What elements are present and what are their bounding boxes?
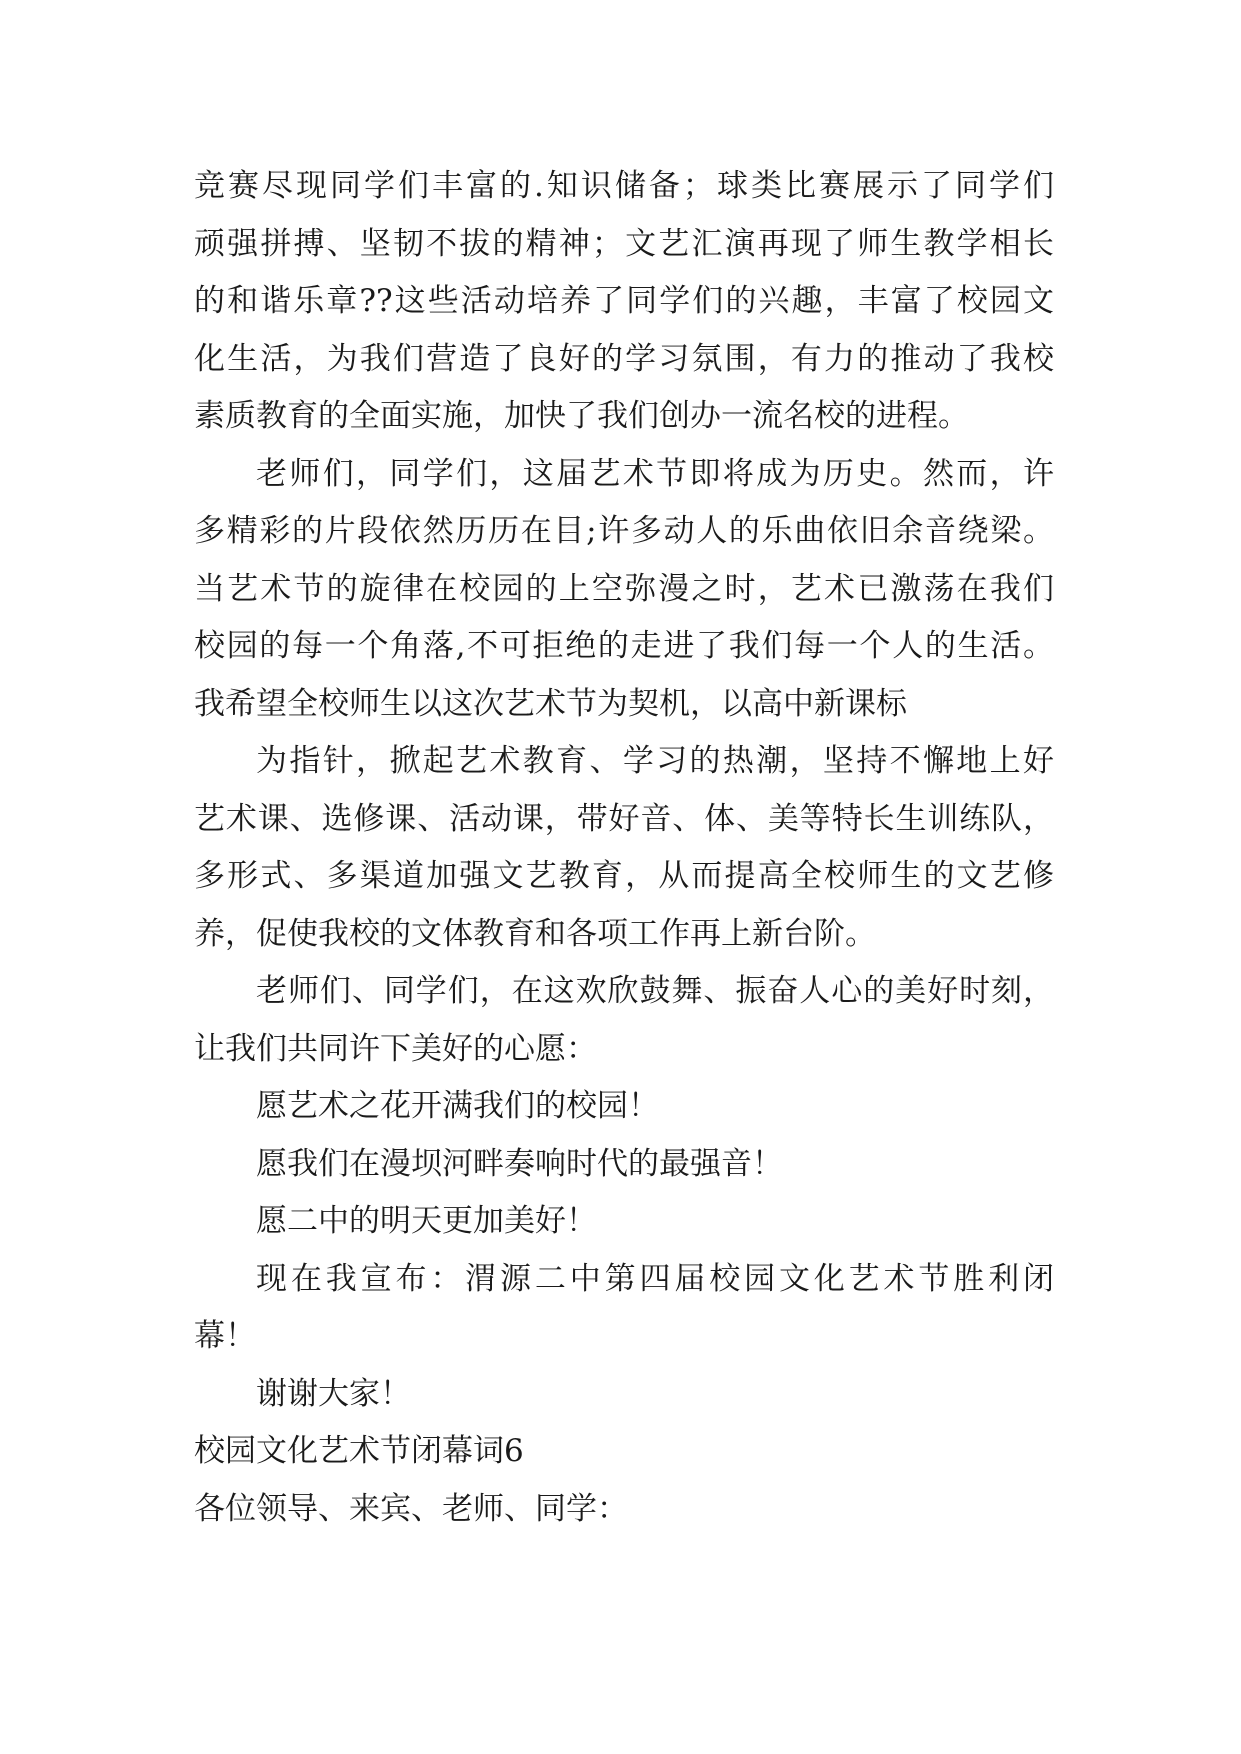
wish-line: 愿二中的明天更加美好！ (256, 1203, 597, 1239)
text-line: 的和谐乐章??这些活动培养了同学们的兴趣，丰富了校园文 (194, 283, 1054, 319)
text-line: 校园的每一个角落,不可拒绝的走进了我们每一个人的生活。 (194, 628, 1054, 664)
text-line: 多精彩的片段依然历历在目;许多动人的乐曲依旧余音绕梁。 (194, 513, 1054, 549)
text-line: 多形式、多渠道加强文艺教育，从而提高全校师生的文艺修 (194, 858, 1054, 894)
text-line: 素质教育的全面实施，加快了我们创办一流名校的进程。 (194, 398, 969, 434)
closing-line: 谢谢大家！ (256, 1376, 411, 1412)
paragraph-first-line: 老师们，同学们，这届艺术节即将成为历史。然而，许 (256, 456, 1054, 492)
text-line: 让我们共同许下美好的心愿： (194, 1031, 597, 1067)
paragraph-first-line: 现在我宣布：渭源二中第四届校园文化艺术节胜利闭 (256, 1261, 1054, 1297)
wish-line: 愿艺术之花开满我们的校园！ (256, 1088, 659, 1124)
text-line: 我希望全校师生以这次艺术节为契机，以高中新课标 (194, 686, 907, 722)
paragraph-first-line: 老师们、同学们，在这欢欣鼓舞、振奋人心的美好时刻， (256, 973, 1054, 1009)
salutation: 各位领导、来宾、老师、同学： (194, 1491, 628, 1527)
text-line: 养，促使我校的文体教育和各项工作再上新台阶。 (194, 916, 876, 952)
text-line: 当艺术节的旋律在校园的上空弥漫之时，艺术已激荡在我们 (194, 571, 1054, 607)
wish-line: 愿我们在漫坝河畔奏响时代的最强音！ (256, 1146, 783, 1182)
section-title: 校园文化艺术节闭幕词6 (194, 1433, 524, 1469)
text-line: 化生活，为我们营造了良好的学习氛围，有力的推动了我校 (194, 341, 1054, 377)
text-line: 顽强拼搏、坚韧不拔的精神；文艺汇演再现了师生教学相长 (194, 226, 1054, 262)
text-line: 艺术课、选修课、活动课，带好音、体、美等特长生训练队， (194, 801, 1054, 837)
paragraph-first-line: 为指针，掀起艺术教育、学习的热潮，坚持不懈地上好 (256, 743, 1054, 779)
text-line: 竞赛尽现同学们丰富的.知识储备；球类比赛展示了同学们 (194, 168, 1054, 204)
text-line: 幕！ (194, 1318, 256, 1354)
